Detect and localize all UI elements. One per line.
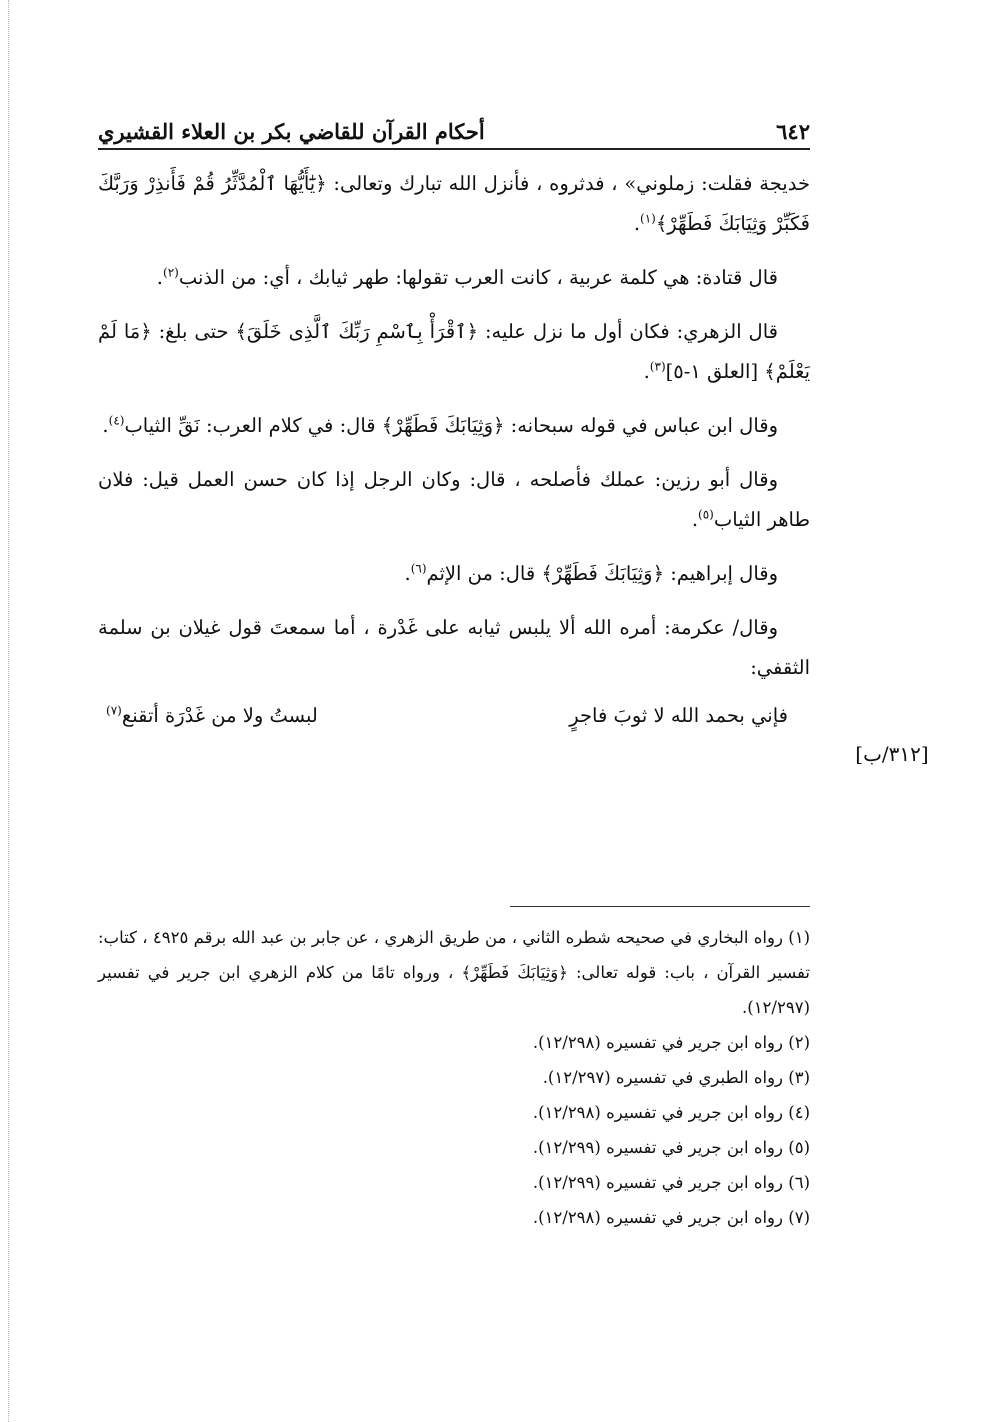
footnotes (98, 920, 810, 1235)
main-text (98, 164, 810, 736)
paragraph-2: قال قتادة: هي كلمة عربية ، كانت العرب تقولها: طهر ثيابك ، أي: من الذنب$^{(٢)}$. (156, 265, 778, 289)
quran-quote: ﴿يَٰٓأَيُّهَا ٱلْمُدَّثِّرُ قُمْ فَأَنذِرْ وَرَبَّكَ فَكَبِّرْ وَثِيَابَكَ فَطَهِّرْ﴾ (98, 172, 810, 235)
paragraph-5: وقال أبو رزين: عملك فأصلحه ، قال: وكان الرجل إذا كان حسن العمل قيل: فلان طاهر الثياب$^{(٥)}$. (98, 468, 810, 531)
footnote-6: (٦) رواه ابن جرير في تفسيره (١٢/٢٩٩). (532, 1173, 810, 1192)
footnote-5: (٥) رواه ابن جرير في تفسيره (١٢/٢٩٩). (532, 1138, 810, 1157)
footnote-separator (510, 906, 810, 907)
manuscript-folio-note: [٣١٢/ب] (855, 742, 929, 766)
footnote-ref: (١) (640, 211, 656, 226)
verse-hemistich-1: فإني بحمد الله لا ثوبَ فاجرٍ (569, 704, 788, 727)
page-number: ٦٤٢ (776, 119, 810, 144)
footnote-2: (٢) رواه ابن جرير في تفسيره (١٢/٢٩٨). (532, 1033, 810, 1052)
footnote-7: (٧) رواه ابن جرير في تفسيره (١٢/٢٩٨). (532, 1208, 810, 1227)
footnote-1: (١) رواه البخاري في صحيحه شطره الثاني ، من طريق الزهري ، عن جابر بن عبد الله برقم ٤٩٢٥ ، كتاب: تفسير القرآن ، باب: قوله تعالى: ﴿وَثِيَابَكَ فَطَهِّرْ﴾ ، ورواه تامًا من كلام الزهري ابن جرير في تفسير (١٢/٢٩٧). (98, 928, 811, 1017)
quran-quote: ﴿وَثِيَابَكَ فَطَهِّرْ﴾ (381, 414, 505, 437)
footnote-ref: (٦) (410, 561, 427, 576)
quran-quote: ﴿وَثِيَابَكَ فَطَهِّرْ﴾ (461, 963, 568, 982)
book-title: أحكام القرآن للقاضي بكر بن العلاء القشيري (98, 119, 485, 144)
quran-quote: ﴿ٱقْرَأْ بِٱسْمِ رَبِّكَ ٱلَّذِى خَلَقَ﴾ (235, 320, 479, 343)
footnote-ref: (٥) (698, 507, 714, 522)
binding-edge-mark (8, 0, 10, 1422)
quran-quote: ﴿وَثِيَابَكَ فَطَهِّرْ﴾ (541, 562, 665, 585)
paragraph-1: خديجة فقلت: زملوني» ، فدثروه ، فأنزل الله تبارك وتعالى: ﴿يَٰٓأَيُّهَا ٱلْمُدَّثِّرُ قُمْ فَأَنذِرْ وَرَبَّكَ فَكَبِّرْ وَثِيَابَكَ فَطَهِّرْ﴾$^{(١)}$. (98, 172, 810, 235)
footnote-ref: (٤) (108, 413, 125, 428)
quran-quote: ﴿مَا لَمْ يَعْلَمْ﴾ (98, 320, 810, 383)
paragraph-6: وقال إبراهيم: ﴿وَثِيَابَكَ فَطَهِّرْ﴾ قال: من الإثم$^{(٦)}$. (404, 561, 778, 585)
paragraph-3: قال الزهري: فكان أول ما نزل عليه: ﴿ٱقْرَأْ بِٱسْمِ رَبِّكَ ٱلَّذِى خَلَقَ﴾ حتى بلغ: ﴿مَا لَمْ يَعْلَمْ﴾ [العلق ١-٥]$^{(٣)}$. (98, 320, 810, 383)
paragraph-4: وقال ابن عباس في قوله سبحانه: ﴿وَثِيَابَكَ فَطَهِّرْ﴾ قال: في كلام العرب: نَقِّ الثياب$^{(٤)}$. (102, 413, 778, 437)
paragraph-7: وقال/ عكرمة: أمره الله ألا يلبس ثيابه على غَدْرة ، أما سمعتَ قول غيلان بن سلمة الثقفي: (98, 616, 810, 679)
footnote-ref: (٢) (163, 265, 179, 280)
footnote-ref: (٧) (106, 703, 122, 718)
poetry-verse (98, 696, 810, 736)
footnote-4: (٤) رواه ابن جرير في تفسيره (١٢/٢٩٨). (532, 1103, 810, 1122)
running-header (98, 106, 810, 150)
footnote-ref: (٣) (649, 359, 666, 374)
footnote-3: (٣) رواه الطبري في تفسيره (١٢/٢٩٧). (542, 1068, 810, 1087)
verse-hemistich-2: لبستُ ولا من غَدْرَة أتقنع$^{(٧)}$ (106, 703, 318, 727)
